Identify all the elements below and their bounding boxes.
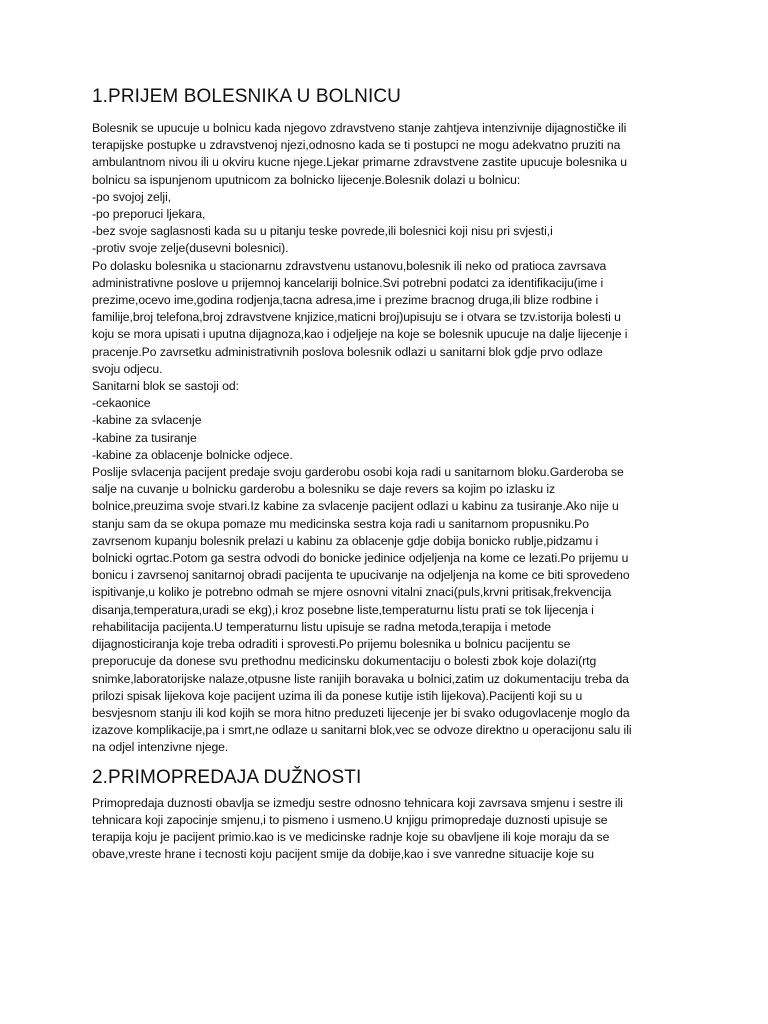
text-line: -kabine za svlacenje <box>92 413 202 428</box>
text-line: stanju sam da se okupa pomaze mu medicinska sestra koja radi u sanitarnom propusniku.Po <box>92 516 589 531</box>
text-line: familije,broj telefona,broj zdravstvene knjizice,maticni broj)upisuju se i otvara se tzv.istorija bolesti u <box>92 310 621 325</box>
text-line: bolnicki ogrtac.Potom ga sestra odvodi do bonicke jedinice odjeljenja na kome ce lezati.Po prijemu u <box>92 551 629 566</box>
text-line: zavrsenom kupanju bolesnik prelazi u kabinu za oblacenje gdje dobija bonicko rublje,pidzamu i <box>92 533 599 548</box>
text-line: salje na cuvanje u bolnicku garderobu a bolesniku se daje revers sa kojim po izlasku iz <box>92 482 556 497</box>
text-line: koju se mora upisati i uputna dijagnoza,kao i odjeljeje na koje se bolesnik upucuje na dalje lijecenje i <box>92 327 628 342</box>
text-line: preporucuje da donese svu prethodnu medicinsku dokumentaciju o bolesti zbok koje dolazi(rtg <box>92 654 597 669</box>
section-heading-handover: 2.PRIMOPREDAJA DUŽNOSTI <box>92 766 362 788</box>
text-line: prilozi spisak lijekova koje pacijent uzima ili da ponese kutije istih lijekova).Pacijenti koji su u <box>92 688 583 703</box>
text-line: Bolesnik se upucuje u bolnicu kada njegovo zdravstveno stanje zahtjeva intenzivnije dijagnostičke ili <box>92 121 627 135</box>
text-line: Sanitarni blok se sastoji od: <box>92 379 239 394</box>
section-body-handover <box>92 795 688 864</box>
text-line: Poslije svlacenja pacijent predaje svoju garderobu osobi koja radi u sanitarnom bloku.Garderoba se <box>92 465 624 480</box>
text-line: bolnice,preuzima svoje stvari.Iz kabine za svlacenje pacijent odlazi u kabinu za tusiranje.Ako nije u <box>92 499 619 514</box>
text-line: svoju odjecu. <box>92 361 163 376</box>
text-line: terapijske postupke u zdravstvenoj njezi,odnosno kada se ti postupci ne mogu adekvatno pruziti na <box>92 138 621 153</box>
text-line: disanja,temperatura,uradi se ekg),i kroz posebne liste,temperaturnu listu prati se tok lijecenja i <box>92 602 594 617</box>
text-line: -bez svoje saglasnosti kada su u pitanju teske povrede,ili bolesnici koji nisu pri svjesti,i <box>92 224 553 239</box>
text-line: bonicu i zavrsenoj sanitarnoj obradi pacijenta te upucivanje na odjeljenja na kome ce biti sprovedeno <box>92 568 630 583</box>
text-line: snimke,laboratorijske nalaze,otpusne liste ranijih boravaka u bolnici,zatim uz dokumentaciju treba da <box>92 671 629 686</box>
text-line: -po preporuci ljekara, <box>92 207 206 222</box>
text-line: Primopredaja duznosti obavlja se izmedju sestre odnosno tehnicara koji zavrsava smjenu i sestre ili <box>92 795 623 810</box>
text-line: -protiv svoje zelje(dusevni bolesnici). <box>92 241 289 256</box>
text-line: bolnicu sa ispunjenom uputnicom za bolnicko lijecenje.Bolesnik dolazi u bolnicu: <box>92 172 521 187</box>
text-line: -po svojoj zelji, <box>92 189 172 204</box>
text-line: -kabine za oblacenje bolnicke odjece. <box>92 447 293 462</box>
text-line: rehabilitacija pacijenta.U temperaturnu listu upisuje se radna metoda,terapija i metode <box>92 619 552 634</box>
text-line: terapija koju je pacijent primio.kao is ve medicinske radnje koje su obavljene ili koje moraju da se <box>92 829 610 844</box>
text-line: ambulantnom nivou ili u okviru kucne njege.Ljekar primarne zdravstvene zastite upucuje bolesnika u <box>92 155 628 170</box>
text-line: -cekaonice <box>92 396 151 411</box>
text-line: izazove komplikacije,pa i smrt,ne odlaze u sanitarni blok,vec se odvoze direktno u operacijonu salu ili <box>92 723 632 738</box>
text-line: pracenje.Po zavrsetku administrativnih poslova bolesnik odlazi u sanitarni blok gdje prvo odlaze <box>92 344 603 359</box>
text-line: ispitivanje,u koliko je potrebno odmah se mjere osnovni vitalni znaci(puls,krvni pritisak,frekvencija <box>92 585 612 600</box>
section-heading-admission: 1.PRIJEM BOLESNIKA U BOLNICU <box>92 86 401 107</box>
text-line: dijagnosticiranja koje treba odraditi i sprovesti.Po prijemu bolesnika u bolnicu pacijentu se <box>92 637 571 652</box>
text-line: administrativne poslove u prijemnoj kancelariji bolnice.Svi potrebni podatci za identifikaciju(ime i <box>92 275 604 290</box>
text-line: besvjesnom stanju ili kod kojih se mora hitno preduzeti lijecenje jer bi svako odugovlacenje moglo da <box>92 705 630 720</box>
text-line: tehnicara koji zapocinje smjenu,i to pismeno i usmeno.U knjigu primopredaje duznosti upisuje se <box>92 812 608 827</box>
section-body-admission <box>92 120 688 757</box>
text-line: -kabine za tusiranje <box>92 430 197 445</box>
text-line: prezime,ocevo ime,godina rodjenja,tacna adresa,ime i prezime bracnog druga,ili blize rodbine i <box>92 293 599 308</box>
text-line: na odjel intenzivne njege. <box>92 740 229 755</box>
text-line: obave,vreste hrane i tecnosti koju pacijent smije da dobije,kao i sve vanredne situacije koje su <box>92 847 594 862</box>
text-line: Po dolasku bolesnika u stacionarnu zdravstvenu ustanovu,bolesnik ili neko od pratioca zavrsava <box>92 258 607 273</box>
